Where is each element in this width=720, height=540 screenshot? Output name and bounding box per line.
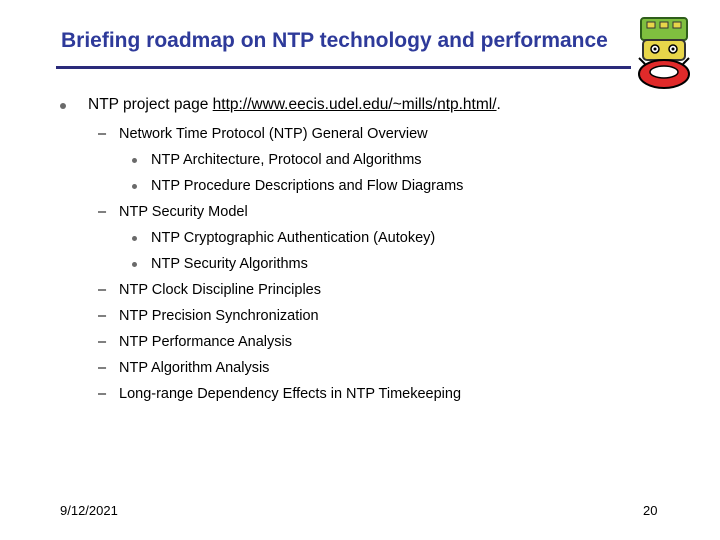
bullet-icon — [132, 184, 137, 189]
title-underline — [56, 66, 631, 69]
list-item-text: Network Time Protocol (NTP) General Overview — [119, 126, 428, 142]
list-item-text: NTP Precision Synchronization — [119, 308, 319, 324]
footer-date: 9/12/2021 — [60, 503, 118, 518]
dash-bullet: – — [98, 360, 107, 376]
bullet-icon — [132, 158, 137, 163]
list-item-text: NTP Algorithm Analysis — [119, 360, 270, 376]
dash-bullet: – — [98, 126, 107, 142]
project-page-link[interactable]: http://www.eecis.udel.edu/~mills/ntp.html/ — [212, 96, 497, 113]
list-item-text: NTP Clock Discipline Principles — [119, 282, 321, 298]
bullet-icon — [132, 262, 137, 267]
list-item-text: Long-range Dependency Effects in NTP Timekeeping — [119, 386, 462, 402]
dash-bullet: – — [98, 204, 107, 220]
slide-title: Briefing roadmap on NTP technology and performance — [61, 29, 608, 52]
footer-page-number: 20 — [643, 503, 658, 518]
bullet-icon — [132, 236, 137, 241]
list-item-text: NTP Architecture, Protocol and Algorithms — [151, 152, 422, 168]
list-item-text: NTP Security Model — [119, 204, 248, 220]
list-item-text — [88, 96, 501, 114]
dash-bullet: – — [98, 386, 107, 402]
item-suffix: . — [496, 96, 501, 113]
mascot-logo-icon — [635, 14, 693, 92]
list-item-text: NTP Cryptographic Authentication (Autokey) — [151, 230, 436, 246]
dash-bullet: – — [98, 308, 107, 324]
item-prefix: NTP project page — [88, 96, 213, 113]
dash-bullet: – — [98, 282, 107, 298]
list-item-text: NTP Performance Analysis — [119, 334, 292, 350]
dash-bullet: – — [98, 334, 107, 350]
list-item-text: NTP Security Algorithms — [151, 256, 308, 272]
bullet-icon — [60, 103, 66, 109]
list-item-text: NTP Procedure Descriptions and Flow Diagrams — [151, 178, 464, 194]
